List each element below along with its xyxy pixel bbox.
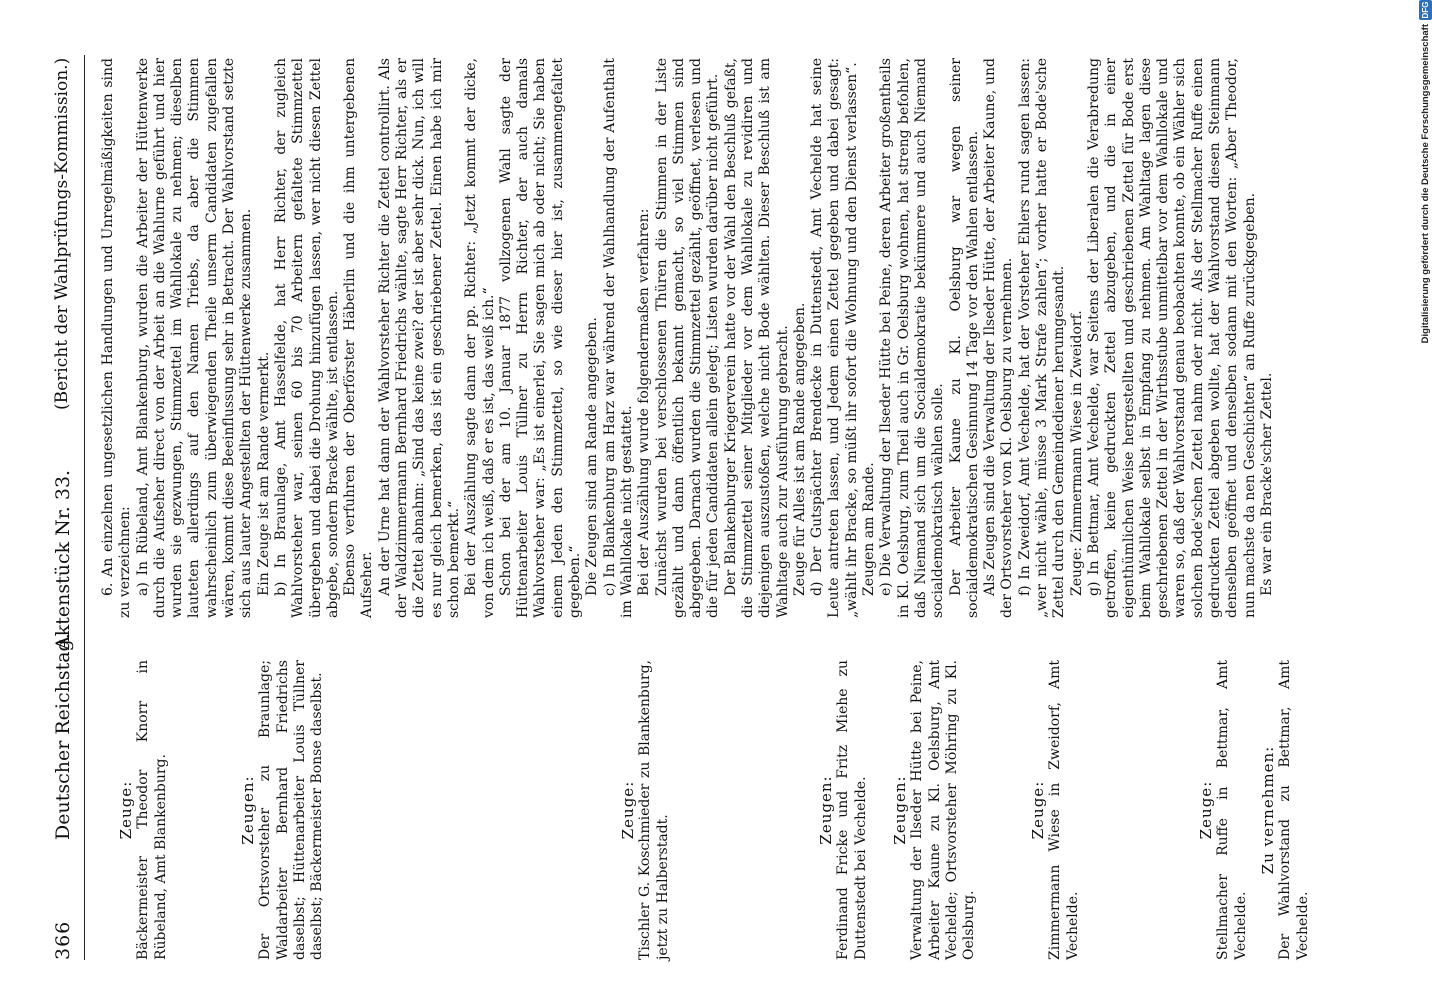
witness-text: Zimmermann Wiese in Zweidorf, Amt Vechelde. [1047,660,1081,960]
publication-title: Deutscher Reichstag. [52,633,74,840]
witness-text: Bäckermeister Theodor Knorr in Rübeland, Amt Blankenburg. [135,660,169,960]
header-rule [84,55,85,960]
witness-column [100,660,1400,960]
document-subtitle: (Bericht der Wahlprüfungs-Kommission.) [52,57,72,410]
witness-note [1260,660,1312,960]
report-paragraph: b) In Braunlage, Amt Hasselfelde, hat Herr Richter, der zugleich Wahlvorsteher war, seinen 60 bis 70 Arbeitern gefaltete Stimmzettel übergeben und dabei die Drohung hinzufügen lassen, wer nicht diesen Zettel abgebe, sondern Bracke wählte, ist entlassen. [272,58,341,618]
witness-note [892,660,978,960]
report-paragraph: Ebenso verfuhren der Oberförster Häberlin und die ihm untergebenen Aufseher. [342,58,376,618]
report-paragraph: c) In Blankenburg am Harz war während der Wahlhandlung der Aufenthalt im Wahllokale nicht gestattet. [601,58,635,618]
report-paragraph: Der Arbeiter Kaune zu Kl. Oelsburg war wegen seiner socialdemokratischen Gesinnung 14 Tage vor den Wahlen entlassen. [947,58,981,618]
witness-text: Verwaltung der Ilseder Hütte bei Peine, Arbeiter Kaune zu Kl. Oelsburg, Amt Vechelde; Ortsvorsteher Möhring zu Kl. Oelsburg. [909,660,978,960]
witness-label: Zeuge: [1197,780,1215,840]
witness-label: Zeugen: [817,775,835,845]
witness-note [1030,660,1082,960]
witness-label: Zeugen: [239,775,257,845]
digitization-credit [1420,0,1432,1000]
witness-text: Der Wahlvorstand zu Bettmar, Amt Vechelde. [1277,660,1311,960]
page-number: 366 [52,920,74,960]
report-body [100,58,1400,618]
report-paragraph: d) Der Gutspächter Brendecke in Duttenstedt, Amt Vechelde hat seine Leute antreten lassen, und Jedem einen Zettel gegeben und dabei gesagt: „wählt ihr Bracke, so müßt ihr sofort die Wohnung und den Dienst verlassen“. [809,58,860,618]
witness-label: Zeugen: [891,775,909,845]
report-paragraph: Ein Zeuge ist am Rande vermerkt. [255,351,272,596]
witness-text: Der Ortsvorsteher zu Braunlage; Waldarbeiter Bernhard Friedrichs daselbst; Hüttenarbeiter Louis Tüllner daselbst; Bäckermeister Bonse daselbst. [257,660,326,960]
witness-text: Ferdinand Fricke und Fritz Miehe zu Duttenstedt bei Vechelde. [835,660,869,960]
report-paragraph: e) Die Verwaltung der Ilseder Hütte bei Peine, deren Arbeiter großentheils in Kl. Oelsburg, zum Theil auch in Gr. Oelsburg wohnen, hat streng befohlen, daß Niemand sich um die Socialdemokratie bekümmere und auch Niemand socialdemokratisch wählen solle. [878,58,947,618]
report-paragraph: Zeugen am Rande. [861,462,878,596]
witness-text: Tischler G. Koschmieder zu Blankenburg, jetzt zu Halberstadt. [637,660,671,960]
report-paragraph: 6. An einzelnen ungesetzlichen Handlungen und Unregelmäßigkeiten sind zu verzeichnen: [100,58,134,618]
report-paragraph: Es war ein Bracke'scher Zettel. [1258,372,1275,596]
witness-note [620,660,672,960]
page-header [48,30,82,970]
report-paragraph: Bei der Auszählung sagte dann der pp. Richter: „Jetzt kommt der dicke, von dem ich weiß, daß er es ist, das weiß ich.“ [463,58,497,618]
report-paragraph: Zeuge: Zimmermann Wiese in Zweidorf. [1068,310,1085,596]
report-paragraph: An der Urne hat dann der Wahlvorsteher Richter die Zettel controllirt. Als der Waldzimmermann Bernhard Friedrichs wählte, sagte Herr Richter, als er die Zettel abnahm: „Sind das keine zwei? der ist aber sehr dick. Nun, ich will es nur gleich bemerken, das ist ein geschriebener Zettel. Einen habe ich mir schon bemerkt.“ [376,58,462,618]
report-paragraph: Zeuge für Alles ist am Rande angegeben. [791,302,808,596]
document-number: Aktenstück Nr. 33. [52,469,74,650]
witness-label: Zeuge: [619,780,637,840]
report-paragraph: f) In Zweidorf, Amt Vechelde, hat der Vorsteher Ehlers rund sagen lassen: „wer nicht wähle, müsse 3 Mark Strafe zahlen“; vorher hatte er Bode'sche Zettel durch den Gemeindediener herumgesandt. [1016,58,1068,618]
digitization-note: Digitalisierung gefördert durch die Deutsche Forschungsgemeinschaft [1420,24,1431,344]
witness-label: Zeuge: [117,780,135,840]
report-paragraph: Als Zeugen sind die Verwaltung der Ilseder Hütte, der Arbeiter Kaune, und der Ortsvorsteher von Kl. Oelsburg zu vernehmen. [982,58,1016,618]
witness-note [818,660,870,960]
dfg-logo: DFG [1421,1,1430,19]
report-paragraph: Der Blankenburger Kriegerverein hatte vor der Wahl den Beschluß gefaßt, die Stimmzettel seiner Mitglieder vor dem Wahllokale zu revidiren und diejenigen auszustoßen, welche nicht Bode wählten. Dieser Beschluß ist am Wahltage auch zur Ausführung gebracht. [722,58,791,618]
witness-note [118,660,170,960]
report-paragraph: g) In Bettmar, Amt Vechelde, war Seitens der Liberalen die Verabredung getroffen, keine gedruckten Zettel abzugeben, und die in einer eigenthümlichen Weise hergestellten und geschriebenen Zettel für Bode erst beim Wahllokale selbst in Empfang zu nehmen. Am Wahltage lagen diese geschriebenen Zettel in der Wirthsstube unmittelbar vor dem Wahllokale und waren so, daß der Wahlvorstand genau beobachten konnte, ob ein Wähler sich solchen Bode'schen Zettel nahm oder nicht. Als der Stellmacher Ruffe einen gedruckten Zettel abgeben wollte, hat der Wahlvorstand diesen Steinmann denselben geöffnet und denselben sodann mit den Worten: „Aber Theodor, nun machste da nen Geschichten“ an Ruffe zurückgegeben. [1085,58,1258,618]
witness-text: Stellmacher Ruffe in Bettmar, Amt Vechelde. [1215,660,1249,960]
report-paragraph: Die Zeugen sind am Rande angegeben. [584,317,601,596]
report-paragraph: a) In Rübeland, Amt Blankenburg, wurden die Arbeiter der Hüttenwerke durch die Aufseher direct von der Arbeit an die Wahlurne geführt und hier wurden sie gezwungen, Stimmzettel im Wahllokale zu nehmen; dieselben lauteten allerdings auf den Namen Triebs, da aber die Stimmen wahrscheinlich zum überwiegenden Theile unserm Candidaten zugefallen wären, kommt diese Beeinflussung sehr in Betracht. Der Wahlvorstand setzte sich aus lauter Angestellten der Hüttenwerke zusammen. [134,58,255,618]
report-paragraph: Zunächst wurden bei verschlossenen Thüren die Stimmen in der Liste gezählt und dann öffentlich bekannt gemacht, so viel Stimmen sind abgegeben. Darnach wurden die Stimmzettel gezählt, geöffnet, verlesen und die für jeden Candidaten allein gelegt; Listen wurden darüber nicht geführt. [653,58,722,618]
report-paragraph: Schon bei der am 10. Januar 1877 vollzogenen Wahl sagte der Hüttenarbeiter Louis Tüllner zu Herrn Richter, der auch damals Wahlvorsteher war: „Es ist einerlei, Sie sagen mich ab oder nicht; Sie haben einem Jeden den Stimmzettel, so wie dieser hier ist, zusammengefaltet gegeben.“ [497,58,584,618]
report-paragraph: Bei der Auszählung wurde folgendermaßen verfahren: [636,208,653,596]
witness-note [1198,660,1250,960]
witness-note [240,660,326,960]
witness-label: Zu vernehmen: [1259,745,1277,875]
witness-label: Zeuge: [1029,780,1047,840]
